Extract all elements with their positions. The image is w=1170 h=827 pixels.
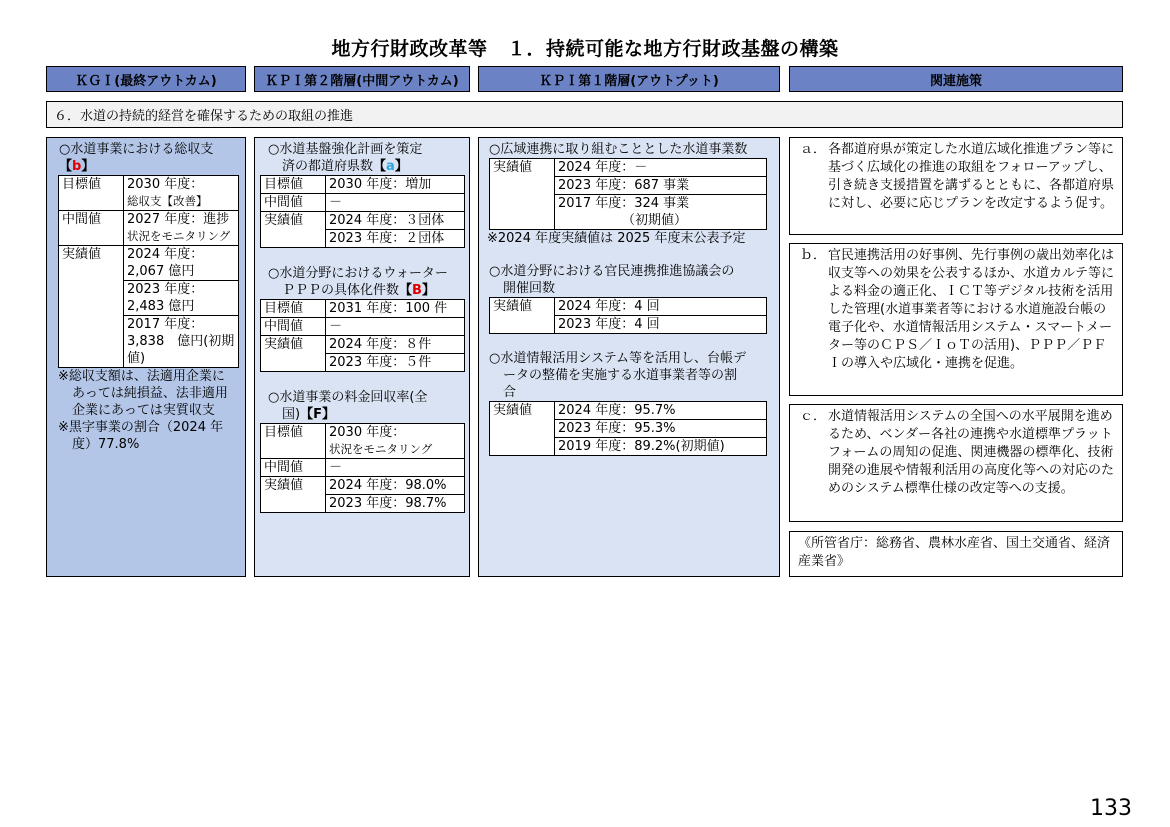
- table-row: [59, 246, 239, 281]
- policy-b: [789, 243, 1123, 396]
- table-row: 目標値 2031 年度：100 件: [261, 300, 465, 318]
- actual-value: 2017 年度： 3,838 億円(初期 値): [124, 316, 239, 368]
- target-label: 目標値: [59, 176, 124, 211]
- table-row: [59, 176, 239, 211]
- kgi-tag: 【b】: [59, 159, 95, 174]
- kpi1-block2-title: ○水道分野における官民連携推進協議会の 開催回数: [489, 264, 735, 296]
- table-row: 目標値 2030 年度： 状況をモニタリング: [261, 424, 465, 459]
- table-row: 中間値 －: [261, 318, 465, 336]
- target-value: 2030 年度： 総収支【改善】: [124, 176, 239, 211]
- kpi1-block1-table: [489, 158, 767, 230]
- table-row: 実績値 2024 年度：4 回: [490, 298, 767, 316]
- table-row: 2023 年度：98.7%: [261, 495, 465, 513]
- kpi1-column: [478, 137, 780, 577]
- table-row: 2019 年度：89.2%(初期値): [490, 438, 767, 456]
- kpi2-block2-title: ○水道分野におけるウォーター ＰＰＰの具体化件数【B】: [268, 266, 448, 298]
- header-kpi2: ＫＰＩ第２階層(中間アウトカム): [254, 66, 470, 92]
- policy-a-text: 各都道府県が策定した水道広域化推進プラン等に基づく広域化の推進の取組をフォローアップし、引き続き支援措置を講ずるとともに、各都道府県に対し、必要に応じプランを改定するよう促す。: [828, 142, 1115, 211]
- actual-value: 2024 年度： 2,067 億円: [124, 246, 239, 281]
- table-row: 中間値 －: [261, 194, 465, 212]
- mid-label: 中間値: [59, 211, 124, 246]
- table-row: 2023 年度：4 回: [490, 316, 767, 334]
- kpi2-block3-title: ○水道事業の料金回収率(全 国)【F】: [268, 390, 428, 422]
- section-heading: ６．水道の持続的経営を確保するための取組の推進: [46, 101, 1123, 128]
- kgi-column: [46, 137, 246, 577]
- table-row: 2017 年度：324 事業 （初期値）: [490, 195, 767, 230]
- kpi1-block3-table: [489, 401, 767, 456]
- kpi1-block2-table: [489, 297, 767, 334]
- table-row: 2023 年度：95.3%: [490, 420, 767, 438]
- page-title: 地方行財政改革等 １．持続可能な地方行財政基盤の構築: [331, 38, 839, 60]
- table-row: 実績値 2024 年度：98.0%: [261, 477, 465, 495]
- actual-label: 実績値: [59, 246, 124, 368]
- policy-b-text: 官民連携活用の好事例、先行事例の歳出効率化は収支等への効果を公表するほか、水道カルテ等による料金の適正化、ＩＣＴ等デジタル技術を活用した管理(水道事業者等における水道施設台帳の電子化や、水道情報活用システム・スマートメーター等のＣＰＳ／ＩｏＴの活用)、ＰＰＰ／ＰＦＩの導入や広域化・連携を促進。: [828, 248, 1115, 371]
- kpi2-column: [254, 137, 470, 577]
- mid-value: 2027 年度：進捗 状況をモニタリング: [124, 211, 239, 246]
- kpi2-block1-title: ○水道基盤強化計画を策定 済の都道府県数【a】: [268, 142, 423, 174]
- kpi1-block1-note: ※2024 年度実績値は 2025 年度末公表予定: [487, 231, 746, 246]
- policy-a: [789, 137, 1123, 235]
- table-row: 目標値 2030 年度：増加: [261, 176, 465, 194]
- kgi-table: [58, 175, 239, 368]
- policy-c-text: 水道情報活用システムの全国への水平展開を進めるため、ベンダー各社の連携や水道標準プラットフォームの周知の促進、関連機器の標準化、技術開発の進展や情報利活用の高度化等への対応のためのシステム標準仕様の改定等への支援。: [828, 409, 1115, 496]
- table-row: 2023 年度：２団体: [261, 230, 465, 248]
- policy-a-mark: ａ．: [800, 142, 827, 157]
- table-row: [59, 211, 239, 246]
- actual-value: 2023 年度： 2,483 億円: [124, 281, 239, 316]
- header-kgi: ＫＧＩ(最終アウトカム): [46, 66, 246, 92]
- table-row: 実績値 2024 年度：８件: [261, 336, 465, 354]
- kpi1-block3-title: ○水道情報活用システム等を活用し、台帳デ ータの整備を実施する水道事業者等の割 合: [489, 351, 747, 400]
- kpi2-block3-table: [260, 423, 465, 513]
- kgi-note-1: ※総収支額は、法適用企業に あっては純損益、法非適用 企業にあっては実質収支: [58, 369, 228, 418]
- kpi1-block1-title: ○広域連携に取り組むこととした水道事業数: [489, 142, 748, 157]
- table-row: 実績値 2024 年度：95.7%: [490, 402, 767, 420]
- kgi-title: ○水道事業における総収支: [59, 142, 214, 157]
- ministry-box: [789, 531, 1123, 577]
- page-number: 133: [1090, 796, 1132, 821]
- policy-c: [789, 404, 1123, 522]
- kpi2-block2-table: [260, 299, 465, 372]
- table-row: 中間値 －: [261, 459, 465, 477]
- table-row: 2023 年度：５件: [261, 354, 465, 372]
- table-row: 実績値 2024 年度：－: [490, 159, 767, 177]
- ministry-text: 《所管省庁：総務省、農林水産省、国土交通省、経済産業省》: [798, 536, 1111, 569]
- header-kpi1: ＫＰＩ第１階層(アウトプット): [478, 66, 780, 92]
- policy-b-mark: ｂ．: [800, 248, 827, 263]
- header-policies: 関連施策: [789, 66, 1123, 92]
- table-row: 2023 年度：687 事業: [490, 177, 767, 195]
- policy-c-mark: ｃ．: [800, 409, 827, 424]
- kpi2-block1-table: [260, 175, 465, 248]
- table-row: 実績値 2024 年度：３団体: [261, 212, 465, 230]
- kgi-note-2: ※黒字事業の割合（2024 年 度）77.8%: [58, 420, 224, 452]
